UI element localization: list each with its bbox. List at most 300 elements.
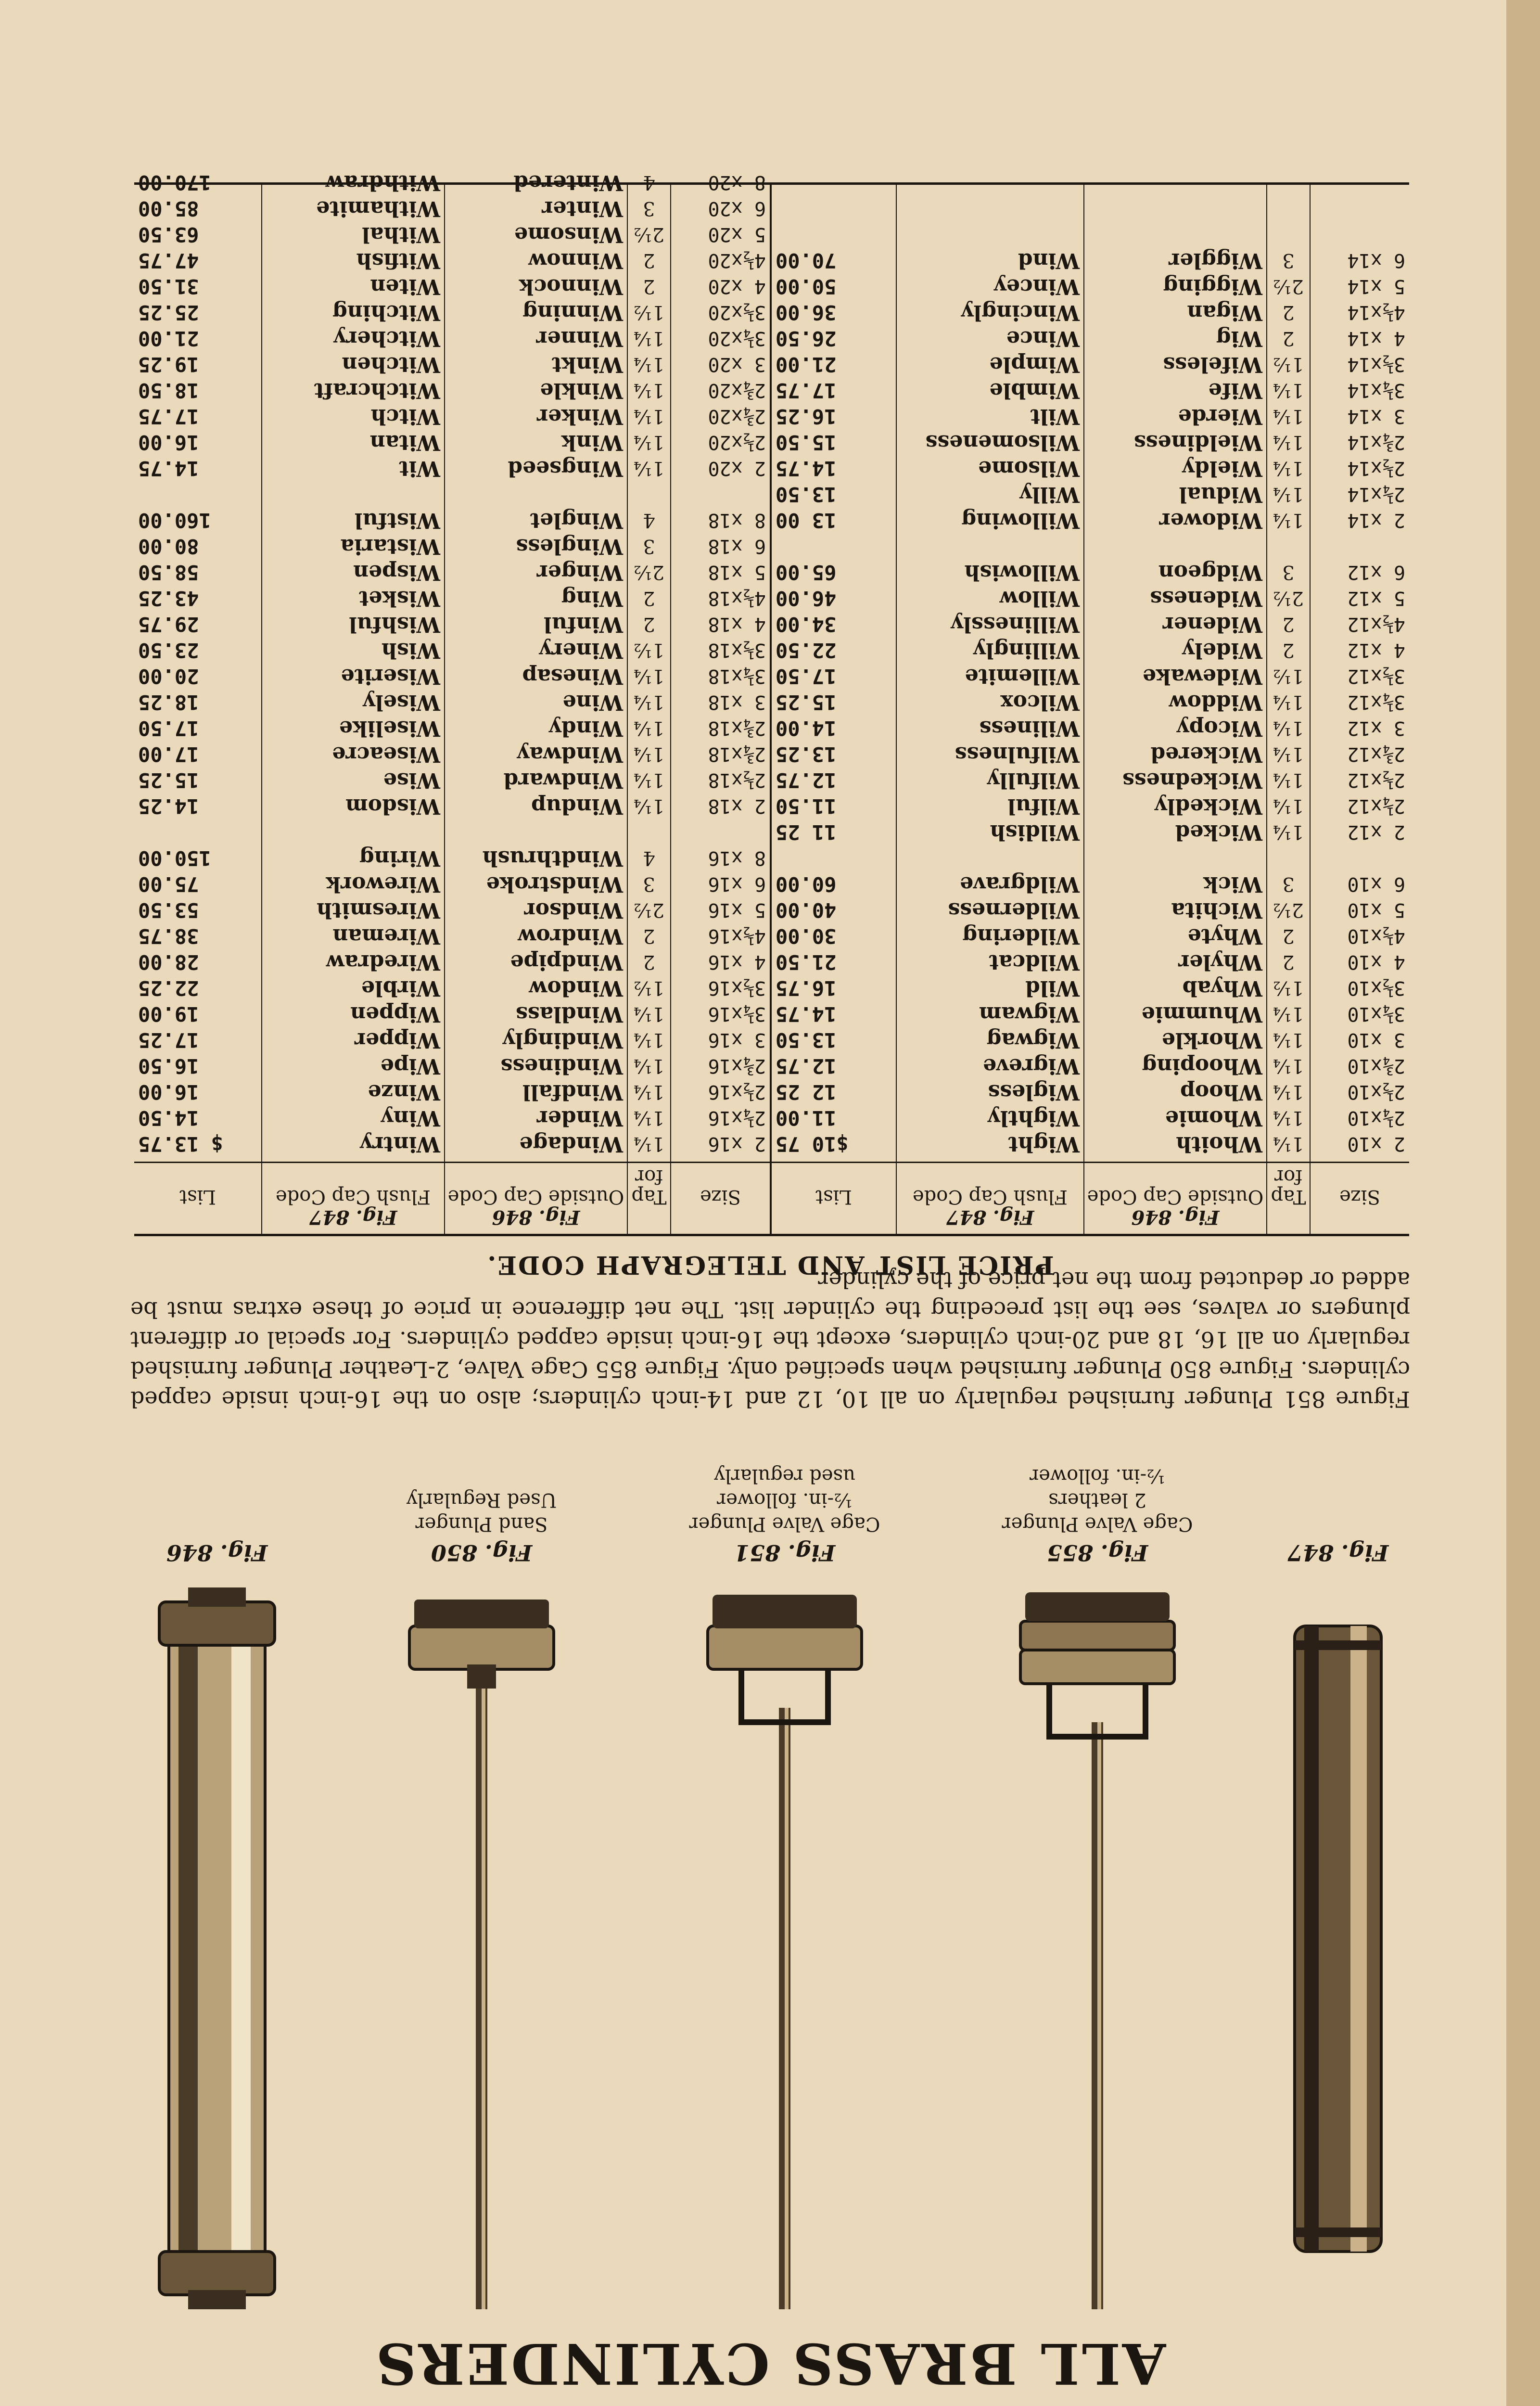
table-cell-list: 50.00: [776, 275, 837, 298]
table-cell-list: 28.00: [138, 950, 199, 974]
table-cell-list: 18.25: [138, 691, 199, 714]
table-cell-list: 19.00: [138, 1002, 199, 1026]
group-spacer: [628, 481, 670, 507]
table-cell-size: 4½x12: [1347, 613, 1405, 635]
header-list: List: [772, 1162, 896, 1234]
table-cell-list: 22.50: [776, 639, 837, 662]
table-cell-code847: Wigreve: [983, 1054, 1080, 1078]
figure-850: [400, 1486, 563, 2309]
figure-855: [1002, 1465, 1193, 2309]
table-cell-code846: Winder: [536, 1106, 623, 1130]
table-cell-tap: 1¼: [1273, 431, 1304, 453]
figure-855-desc: Cage Valve Plunger 2 leathers ½-in. follower: [1002, 1465, 1193, 1535]
table-cell-code847: Wipper: [354, 1028, 440, 1052]
table-cell-code847: Withal: [362, 222, 440, 247]
header-tap: Tap for: [628, 1162, 670, 1234]
table-cell-tap: 1¼: [633, 1081, 665, 1103]
table-cell-code846: Wichita: [1171, 898, 1262, 922]
figure-847: [1256, 1486, 1420, 2309]
table-cell-size: 2¼x12: [1347, 795, 1405, 817]
table-cell-code846: Widewake: [1143, 664, 1262, 689]
table-cell-code847: Withamite: [316, 196, 440, 221]
table-cell-code846: Windstroke: [486, 872, 623, 896]
table-cell-tap: 2: [643, 613, 655, 635]
table-cell-code846: Winglet: [530, 508, 623, 533]
table-cell-code846: Winkt: [551, 352, 623, 377]
table-cell-size: 3 x18: [708, 691, 766, 713]
table-cell-tap: 2: [1282, 639, 1295, 661]
table-cell-code846: Wig: [1216, 326, 1262, 351]
table-cell-size: 2½x18: [708, 769, 766, 791]
table-cell-size: 2¾x12: [1347, 743, 1405, 765]
table-cell-tap: 1¼: [1273, 1133, 1304, 1155]
table-cell-code846: Wigging: [1163, 274, 1262, 299]
table-cell-list: 20.00: [138, 665, 199, 688]
table-cell-size: 5 x12: [1347, 587, 1405, 609]
table-cell-code847: Wimble: [989, 378, 1080, 403]
table-cell-list: 12.75: [776, 1054, 837, 1078]
table-cell-code847: Wildering: [962, 924, 1080, 948]
table-cell-code846: Windiness: [500, 1054, 623, 1078]
table-cell-tap: 1¼: [633, 691, 665, 713]
table-cell-tap: 1½: [633, 639, 665, 661]
table-cell-list: 30.00: [776, 924, 837, 948]
table-cell-list: 23.50: [138, 639, 199, 662]
col-tap-right: [628, 171, 671, 1234]
table-cell-code846: Widual: [1179, 482, 1262, 507]
table-cell-list: 17.50: [776, 665, 837, 688]
fig846-code-column-right: [445, 170, 627, 1157]
table-cell-tap: 2½: [633, 223, 665, 245]
size-column-left: [1311, 185, 1409, 1157]
table-cell-tap: 1¼: [1273, 379, 1304, 401]
table-cell-tap: 1¼: [1273, 743, 1304, 765]
table-cell-size: 3¼x16: [708, 1003, 766, 1025]
table-cell-code846: Windpipe: [510, 950, 623, 974]
table-cell-list: 17.00: [138, 742, 199, 766]
table-cell-tap: 2½: [633, 899, 665, 921]
table-cell-size: 2 x16: [708, 1133, 766, 1155]
table-cell-size: 6 x20: [708, 197, 766, 219]
table-cell-list: 31.50: [138, 275, 199, 298]
table-cell-size: 2¾x16: [708, 1055, 766, 1077]
table-cell-tap: 1¼: [633, 1133, 665, 1155]
table-cell-list: 53.50: [138, 898, 199, 922]
table-cell-size: 4½x20: [708, 249, 766, 271]
table-cell-size: 6 x16: [708, 873, 766, 895]
table-cell-code846: Whomie: [1165, 1106, 1262, 1130]
table-cell-tap: 3: [1282, 249, 1295, 271]
table-cell-code846: Windy: [549, 716, 623, 741]
table-cell-list: 47.75: [138, 249, 199, 272]
table-cell-size: 6 x12: [1347, 561, 1405, 583]
table-cell-code847: Witchcraft: [314, 378, 440, 403]
figure-847-label: Fig. 847: [1287, 1540, 1389, 1566]
table-cell-code846: Widgeon: [1158, 560, 1262, 585]
list-price-column-right: [134, 171, 261, 1157]
table-cell-size: 3¼x18: [708, 665, 766, 687]
table-cell-size: 3½x12: [1347, 665, 1405, 687]
table-cell-tap: 2: [1282, 327, 1295, 349]
table-cell-tap: 1¼: [633, 457, 665, 479]
table-cell-code846: Whorkle: [1161, 1028, 1262, 1052]
table-cell-list: 70.00: [776, 249, 837, 272]
table-cell-size: 3¼x10: [1347, 1003, 1405, 1025]
table-cell-code847: Wilful: [1007, 794, 1080, 819]
table-cell-tap: 2½: [1273, 275, 1304, 297]
table-cell-code847: Wise: [383, 768, 440, 793]
table-cell-size: 3 x20: [708, 353, 766, 375]
table-cell-tap: 1¼: [1273, 405, 1304, 427]
table-cell-code847: Wildcat: [989, 950, 1080, 974]
table-cell-tap: 1¼: [1273, 1003, 1304, 1025]
table-cell-code847: Wit: [399, 456, 440, 481]
list-price-column-left: [772, 185, 896, 1157]
table-cell-code847: Witan: [369, 430, 440, 455]
table-cell-code846: Windlass: [516, 1002, 623, 1026]
table-cell-code846: Winner: [536, 326, 623, 351]
group-spacer: [897, 845, 1083, 871]
table-cell-code846: Whyab: [1182, 976, 1262, 1000]
table-cell-size: 8 x20: [708, 171, 766, 193]
table-cell-tap: 1¼: [633, 769, 665, 791]
intro-paragraph: Figure 851 Plunger furnished regularly on all 10, 12 and 14-inch cylinders; also on the 16-inch inside capped cylinders. Figure 850 Plunger furnished when specified only. Figure 855 Cage Valve, 2-Leather Plunger furnished regularly on all 16, 18 and 20-inch cylinders, except the 16-inch inside capped cylinders. For special or different plungers or valves, see the list preceding the cylinder list. The net difference in price of these extras must be added or deducted from the net price of the cylinder.: [130, 1267, 1410, 1412]
table-cell-list: 17.50: [138, 717, 199, 740]
table-cell-code847: Wight: [1008, 1132, 1080, 1156]
table-cell-code846: Windrow: [518, 924, 623, 948]
table-cell-code847: Withdraw: [325, 170, 440, 195]
table-cell-tap: 1¼: [1273, 1081, 1304, 1103]
col-code847-right: [262, 170, 445, 1234]
table-cell-code847: Willowish: [964, 560, 1080, 585]
table-cell-code847: Wipe: [380, 1054, 440, 1078]
table-cell-code846: Winker: [536, 404, 623, 429]
table-cell-tap: 1¼: [633, 1107, 665, 1129]
table-cell-list: 16.75: [776, 976, 837, 1000]
table-cell-tap: 1½: [1273, 977, 1304, 999]
price-table: [134, 170, 1409, 1236]
table-left-half: [770, 185, 1409, 1234]
table-cell-tap: 2: [1282, 613, 1295, 635]
table-cell-list: 14.75: [776, 1002, 837, 1026]
header-size: Size: [671, 1162, 770, 1234]
table-cell-list: 65.00: [776, 561, 837, 584]
tap-column-right: [628, 171, 670, 1157]
table-cell-list: 13 00: [776, 509, 837, 532]
table-cell-list: 18.50: [138, 379, 199, 402]
figure-850-desc: Sand Plunger Used Regularly: [406, 1489, 557, 1535]
table-cell-size: 4½x16: [708, 925, 766, 947]
table-cell-tap: 2: [643, 275, 655, 297]
col-code846-right: [445, 170, 628, 1234]
table-cell-list: 170.00: [138, 171, 211, 194]
figure-850-label: Fig. 850: [431, 1540, 533, 1566]
table-cell-list: 22.25: [138, 976, 199, 1000]
table-cell-list: $ 13.75: [138, 1132, 224, 1156]
table-cell-tap: 1¼: [633, 327, 665, 349]
header-fig846: Fig. 846 Outside Cap Code: [1084, 1162, 1266, 1234]
table-cell-code847: Willinessly: [951, 612, 1080, 637]
table-cell-list: 14.50: [138, 1106, 199, 1130]
table-cell-tap: 1¼: [1273, 483, 1304, 505]
table-cell-code846: Widower: [1159, 508, 1262, 533]
figure-846: [135, 1486, 299, 2309]
table-cell-list: 16.50: [138, 1054, 199, 1078]
header-tap: Tap for: [1267, 1162, 1310, 1234]
table-cell-size: 3 x14: [1347, 405, 1405, 427]
table-cell-code846: Wickedness: [1122, 768, 1262, 793]
table-cell-size: 3 x12: [1347, 717, 1405, 739]
table-cell-code846: Windup: [531, 794, 623, 819]
table-cell-list: 12 25: [776, 1080, 837, 1104]
figure-851: [689, 1465, 880, 2309]
table-cell-code847: Wilcox: [1000, 690, 1080, 715]
table-cell-code847: Wigless: [988, 1080, 1080, 1104]
table-cell-code847: Wiserite: [341, 664, 440, 689]
col-code846-left: [1084, 185, 1267, 1234]
table-cell-code847: Willingly: [973, 638, 1080, 663]
figure-851-desc: Cage Valve Plunger ½-in. follower used regularly: [689, 1465, 880, 1535]
tap-column-left: [1267, 185, 1310, 1157]
table-cell-size: 4½x14: [1347, 301, 1405, 323]
table-cell-tap: 1½: [633, 301, 665, 323]
table-cell-code846: Winger: [536, 560, 623, 585]
table-cell-list: 13.50: [776, 483, 837, 506]
table-cell-size: 6 x10: [1347, 873, 1405, 895]
table-cell-size: 2 x10: [1347, 1133, 1405, 1155]
table-cell-size: 2 x18: [708, 795, 766, 817]
table-cell-tap: 4: [643, 847, 655, 869]
table-cell-code847: Wincingly: [961, 300, 1080, 325]
table-cell-list: $10 75: [776, 1132, 849, 1156]
table-cell-size: 2½x10: [1347, 1081, 1405, 1103]
header-size: Size: [1311, 1162, 1409, 1234]
table-cell-size: 3½x14: [1347, 353, 1405, 375]
table-cell-tap: 1¼: [633, 795, 665, 817]
table-cell-code846: Wintered: [513, 170, 623, 195]
table-cell-list: 15.25: [776, 691, 837, 714]
col-list-right: [134, 171, 262, 1234]
table-cell-code847: Wippen: [350, 1002, 440, 1026]
group-spacer: [1084, 533, 1266, 559]
table-cell-size: 5 x20: [708, 223, 766, 245]
table-cell-code846: Winsome: [514, 222, 623, 247]
header-fig847: Fig. 847 Flush Cap Code: [262, 1162, 444, 1234]
table-cell-code847: Winze: [368, 1080, 440, 1104]
table-cell-code846: Wickedly: [1155, 794, 1262, 819]
table-cell-code846: Windway: [517, 742, 623, 767]
table-cell-code846: Wicopy: [1177, 716, 1262, 741]
table-cell-list: 75.00: [138, 872, 199, 896]
table-cell-tap: 1¼: [1273, 457, 1304, 479]
table-cell-code846: Whoith: [1176, 1132, 1262, 1156]
table-cell-tap: 1¼: [633, 1029, 665, 1051]
table-cell-code847: Witchery: [333, 326, 440, 351]
group-spacer: [1311, 533, 1409, 559]
group-spacer: [134, 819, 261, 845]
table-cell-list: 12.75: [776, 768, 837, 792]
table-cell-tap: 2: [1282, 951, 1295, 973]
table-cell-code846: Wingless: [516, 534, 623, 559]
table-cell-tap: 1¼: [633, 1003, 665, 1025]
table-cell-list: 16.00: [138, 431, 199, 454]
price-table-title: PRICE LIST AND TELEGRAPH CODE.: [486, 1250, 1054, 1280]
group-spacer: [671, 819, 770, 845]
table-cell-code847: Wiseacre: [332, 742, 440, 767]
table-cell-size: 2½x16: [708, 1081, 766, 1103]
group-spacer: [897, 533, 1083, 559]
cylinder-846-illustration: [135, 1578, 299, 2309]
table-cell-code846: Windingly: [503, 1028, 623, 1052]
table-cell-code846: Widdow: [1169, 690, 1262, 715]
table-cell-code846: Winful: [544, 612, 623, 637]
table-cell-code846: Winesap: [522, 664, 623, 689]
table-cell-list: 21.00: [776, 353, 837, 376]
table-cell-tap: 1¼: [633, 353, 665, 375]
table-cell-code846: Wick: [1203, 872, 1262, 896]
table-right-half: [134, 170, 770, 1234]
table-cell-size: 4 x14: [1347, 327, 1405, 349]
table-cell-list: 21.50: [776, 950, 837, 974]
table-cell-tap: 1¼: [1273, 769, 1304, 791]
table-cell-list: 14.25: [138, 794, 199, 818]
table-cell-tap: 1½: [1273, 353, 1304, 375]
table-cell-size: 2¾x18: [708, 717, 766, 739]
table-cell-list: 11.50: [776, 794, 837, 818]
table-cell-list: 46.00: [776, 587, 837, 610]
table-cell-code846: Winnock: [519, 274, 623, 299]
table-cell-code846: Windage: [519, 1132, 623, 1156]
table-cell-code847: Wireman: [332, 924, 440, 948]
table-cell-tap: 1¼: [1273, 509, 1304, 531]
table-cell-code846: Widely: [1182, 638, 1262, 663]
table-cell-list: 15.50: [776, 431, 837, 454]
table-cell-code847: Wishful: [349, 612, 440, 637]
table-cell-code846: Wine: [562, 690, 623, 715]
table-cell-size: 5 x16: [708, 899, 766, 921]
table-cell-size: 2 x12: [1347, 821, 1405, 843]
table-cell-tap: 1¼: [633, 405, 665, 427]
table-cell-size: 6 x14: [1347, 249, 1405, 271]
table-cell-list: 17.75: [776, 379, 837, 402]
table-cell-list: 40.00: [776, 898, 837, 922]
table-cell-size: 2½x14: [1347, 457, 1405, 479]
page-gutter: [1506, 0, 1540, 2406]
col-size-left: [1311, 185, 1409, 1234]
table-cell-code847: Witfish: [356, 248, 440, 273]
table-cell-code846: Wierde: [1178, 404, 1262, 429]
table-cell-list: 29.75: [138, 613, 199, 636]
table-cell-code847: Wilsome: [978, 456, 1080, 481]
table-cell-code847: Wilfulness: [955, 742, 1080, 767]
table-cell-tap: 1¼: [1273, 1029, 1304, 1051]
fig846-code-column-left: [1084, 185, 1266, 1157]
table-cell-list: 16.25: [776, 405, 837, 428]
fig847-code-column-left: [897, 185, 1083, 1157]
table-cell-code847: Wisdom: [345, 794, 440, 819]
table-cell-list: 80.00: [138, 535, 199, 558]
table-cell-tap: 2: [643, 587, 655, 609]
group-spacer: [445, 481, 627, 507]
group-spacer: [628, 819, 670, 845]
table-cell-size: 3½x10: [1347, 977, 1405, 999]
table-cell-code846: Whummie: [1141, 1002, 1262, 1026]
table-cell-code847: Wisket: [359, 586, 440, 611]
table-cell-list: 160.00: [138, 509, 211, 532]
table-cell-size: 4 x12: [1347, 639, 1405, 661]
table-cell-list: 14.75: [138, 457, 199, 480]
table-cell-code846: Wicked: [1175, 820, 1262, 845]
table-cell-size: 3 x16: [708, 1029, 766, 1051]
table-cell-tap: 2½: [1273, 899, 1304, 921]
table-cell-size: 2¾x20: [708, 379, 766, 401]
table-cell-code846: Whoop: [1180, 1080, 1262, 1104]
table-cell-list: 14.00: [776, 717, 837, 740]
table-cell-tap: 1¼: [633, 743, 665, 765]
table-cell-size: 3 x10: [1347, 1029, 1405, 1051]
table-cell-size: 2 x14: [1347, 509, 1405, 531]
table-cell-list: 60.00: [776, 872, 837, 896]
group-spacer: [262, 481, 444, 507]
table-cell-code846: Windfall: [522, 1080, 623, 1104]
table-cell-code847: Willowing: [961, 508, 1080, 533]
table-cell-code846: Wigan: [1187, 300, 1262, 325]
col-size-right: [671, 171, 770, 1234]
table-cell-code847: Wightly: [988, 1106, 1080, 1130]
table-cell-code847: Wispen: [353, 560, 440, 585]
table-cell-code847: Wilderness: [948, 898, 1080, 922]
page-title: ALL BRASS CYLINDERS: [374, 2330, 1166, 2396]
table-cell-tap: 1¼: [1273, 795, 1304, 817]
group-spacer: [1267, 845, 1310, 871]
table-cell-list: 15.25: [138, 768, 199, 792]
table-cell-code847: Wiredraw: [326, 950, 440, 974]
group-spacer: [772, 845, 896, 871]
table-cell-tap: 4: [643, 509, 655, 531]
group-spacer: [1311, 845, 1409, 871]
table-cell-code846: Winkle: [540, 378, 623, 403]
table-cell-list: 25.25: [138, 301, 199, 324]
col-code847-left: [897, 185, 1084, 1234]
table-cell-size: 8 x18: [708, 509, 766, 531]
table-cell-code847: Wirble: [361, 976, 440, 1000]
table-cell-size: 2¾x10: [1347, 1055, 1405, 1077]
cylinder-847-illustration: [1256, 1578, 1420, 2309]
table-cell-code846: Wifeless: [1163, 352, 1262, 377]
table-cell-code847: Wildish: [990, 820, 1080, 845]
table-cell-size: 5 x18: [708, 561, 766, 583]
table-cell-code847: Wish: [381, 638, 440, 663]
header-fig846: Fig. 846 Outside Cap Code: [445, 1162, 627, 1234]
table-cell-code847: Wilfully: [987, 768, 1080, 793]
table-cell-size: 4 x18: [708, 613, 766, 635]
table-cell-tap: 1¼: [633, 665, 665, 687]
figure-851-label: Fig. 851: [734, 1540, 836, 1566]
table-cell-tap: 3: [1282, 873, 1295, 895]
figure-846-label: Fig. 846: [166, 1540, 268, 1566]
table-cell-code847: Witen: [370, 274, 440, 299]
table-cell-code847: Wirework: [326, 872, 440, 896]
group-spacer: [445, 819, 627, 845]
group-spacer: [262, 819, 444, 845]
table-cell-size: 2¼x16: [708, 1107, 766, 1129]
table-cell-code846: Whyler: [1178, 950, 1262, 974]
table-cell-code846: Windsor: [524, 898, 623, 922]
table-cell-size: 6 x18: [708, 535, 766, 557]
table-cell-code846: Wieldy: [1182, 456, 1262, 481]
table-cell-size: 2¾x18: [708, 743, 766, 765]
group-spacer: [1267, 533, 1310, 559]
